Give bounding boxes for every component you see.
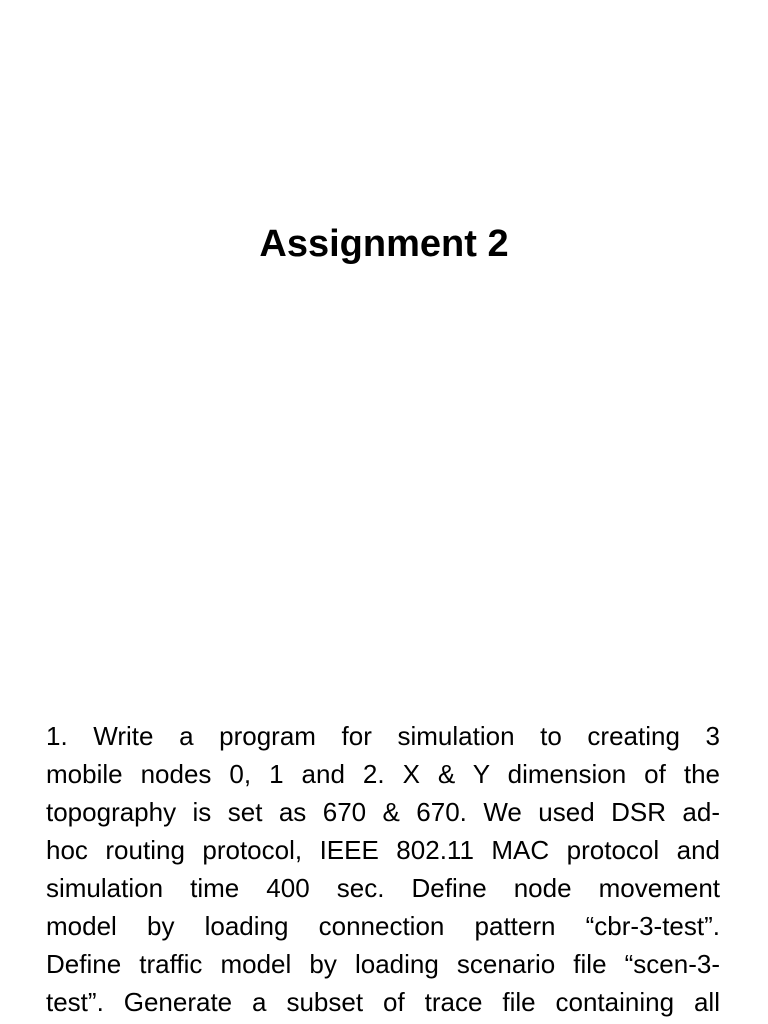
- text-line-8: test”. Generate a subset of trace file containing all: [46, 987, 720, 1017]
- text-line-6: model by loading connection pattern “cbr-3-test”.: [46, 911, 720, 941]
- text-line-2: mobile nodes 0, 1 and 2. X & Y dimension of the: [46, 759, 720, 789]
- slide-title: Assignment 2: [259, 223, 509, 265]
- assignment-text: [46, 717, 720, 1021]
- text-line-5: simulation time 400 sec. Define node movement: [46, 873, 720, 903]
- text-line-7: Define traffic model by loading scenario file “scen-3-: [46, 949, 720, 979]
- text-line-3: topography is set as 670 & 670. We used DSR ad-: [46, 797, 720, 827]
- text-line-1: 1. Write a program for simulation to creating 3: [46, 721, 720, 751]
- text-line-4: hoc routing protocol, IEEE 802.11 MAC protocol and: [46, 835, 720, 865]
